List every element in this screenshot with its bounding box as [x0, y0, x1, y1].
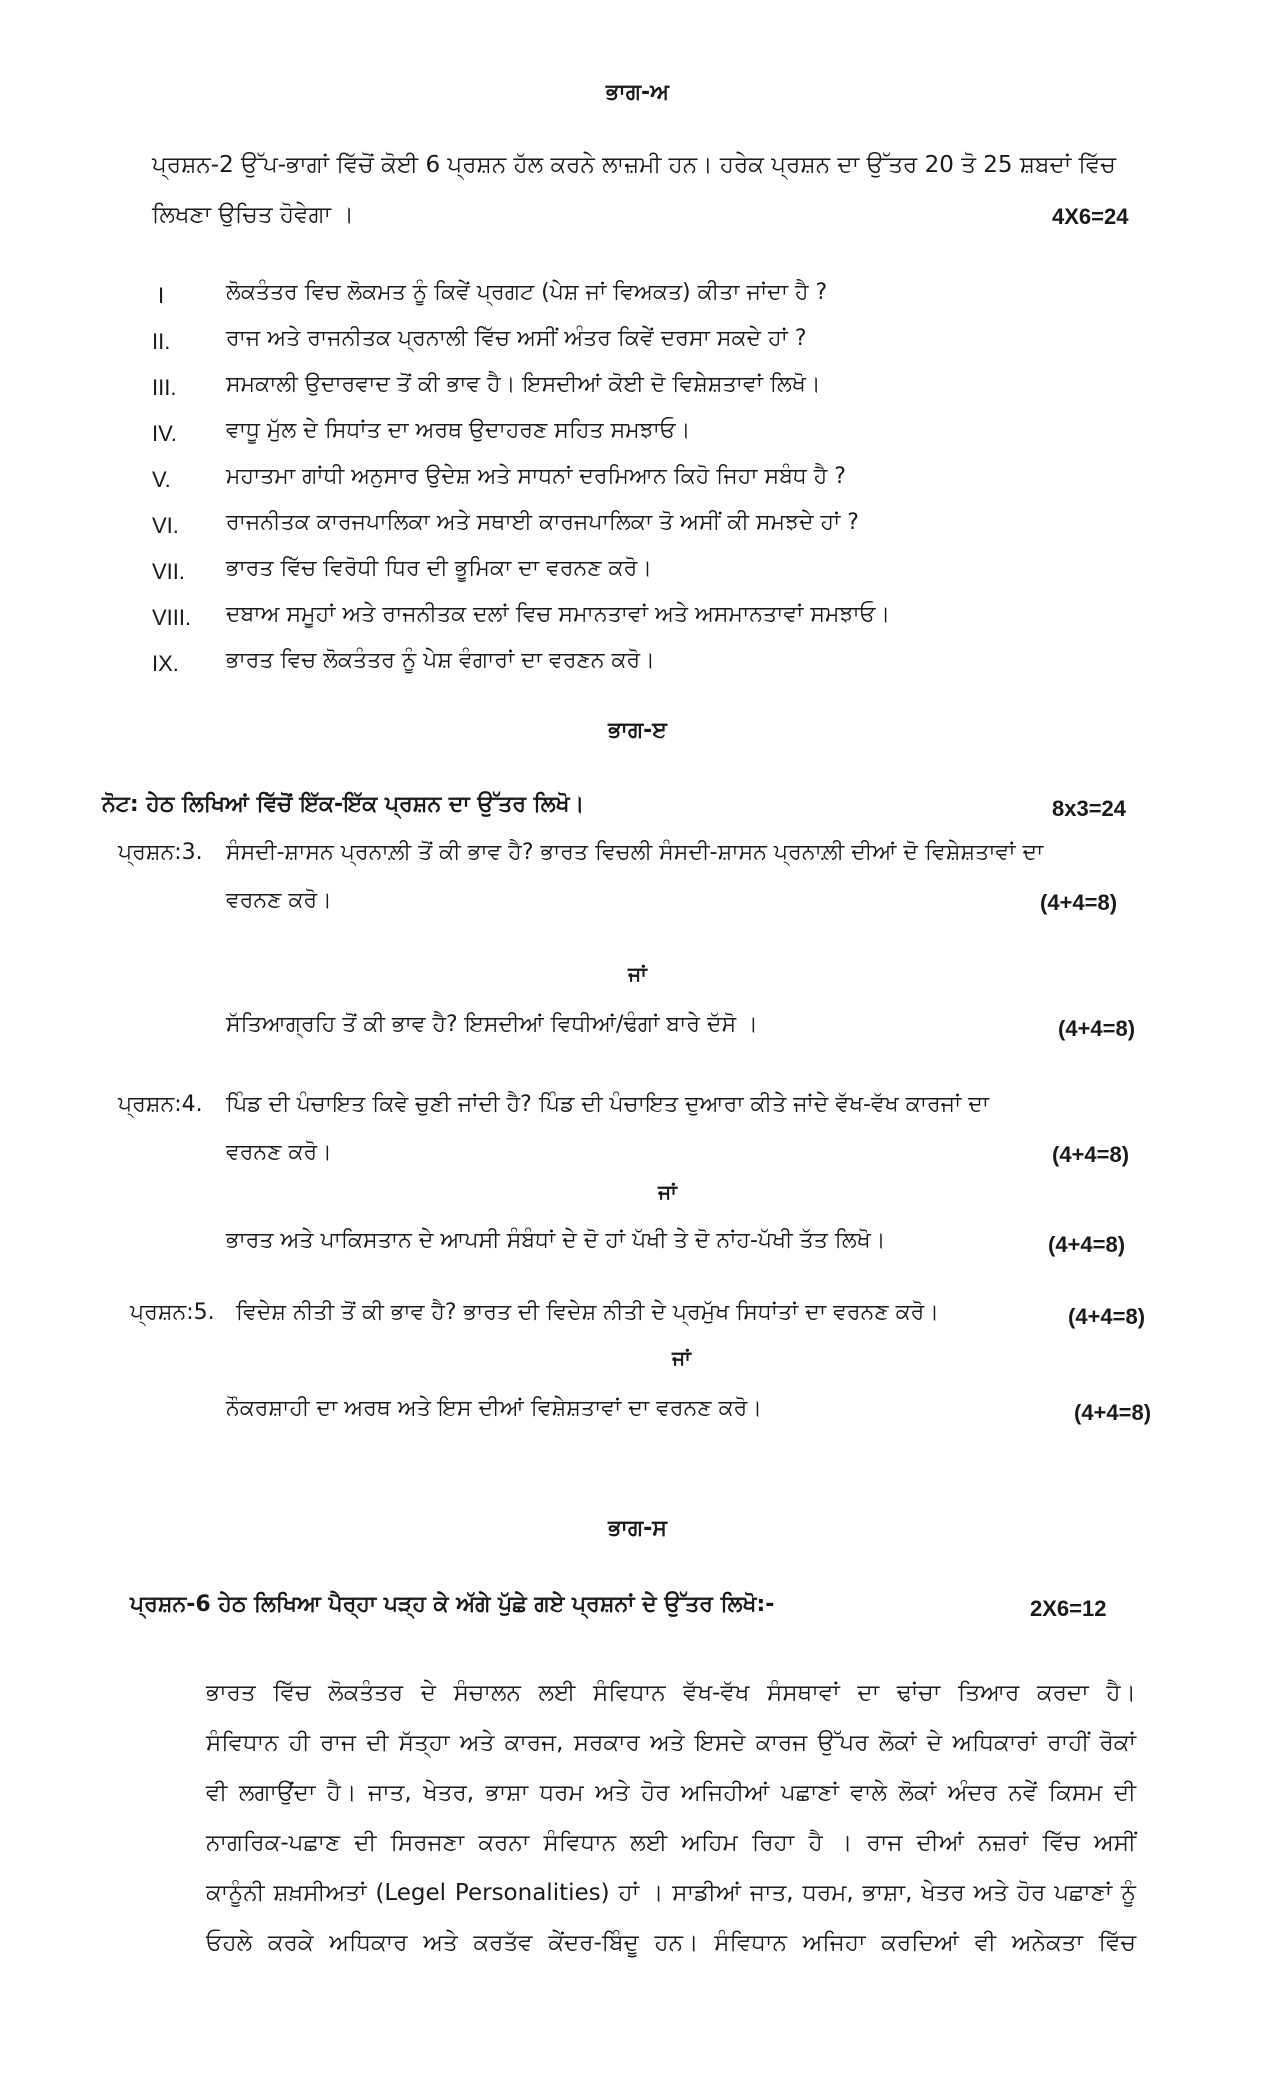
question-4-marks: (4+4=8) — [1052, 1142, 1130, 1167]
question-5-marks: (4+4=8) — [1068, 1304, 1146, 1329]
question-3-marks: (4+4=8) — [1040, 890, 1118, 915]
question-3-label: ਪ੍ਰਸ਼ਨ:3. — [118, 840, 203, 865]
part-c-marks: 2X6=12 — [1030, 1596, 1107, 1621]
question-4-line2: ਵਰਨਣ ਕਰੋ। — [226, 1140, 332, 1165]
paragraph-line: ਸੰਵਿਧਾਨ ਹੀ ਰਾਜ ਦੀ ਸੱਤ੍ਹਾ ਅਤੇ ਕਾਰਜ, ਸਰਕਾਰ ਅਤੇ ਇਸਦੇ ਕਾਰਜ ਉੱਪਰ ਲੋਕਾਂ ਦੇ ਅਧਿਕਾਰਾਂ ਰਾਹੀਂ ਰੋਕਾਂ — [206, 1730, 1136, 1756]
list-item: ਲੋਕਤੰਤਰ ਵਿਚ ਲੋਕਮਤ ਨੂੰ ਕਿਵੇਂ ਪ੍ਰਗਟ (ਪੇਸ਼ ਜਾਂ ਵਿਅਕਤ) ਕੀਤਾ ਜਾਂਦਾ ਹੈ ? — [226, 280, 828, 305]
question-5-line1: ਵਿਦੇਸ਼ ਨੀਤੀ ਤੋਂ ਕੀ ਭਾਵ ਹੈ? ਭਾਰਤ ਦੀ ਵਿਦੇਸ਼ ਨੀਤੀ ਦੇ ਪ੍ਰਮੁੱਖ ਸਿਧਾਂਤਾਂ ਦਾ ਵਰਨਣ ਕਰੋ। — [236, 1300, 940, 1325]
paragraph-line: ਕਾਨੂੰਨੀ ਸ਼ਖ਼ਸੀਅਤਾਂ (Legel Personalities) ਹਾਂ । ਸਾਡੀਆਂ ਜਾਤ, ਧਰਮ, ਭਾਸ਼ਾ, ਖੇਤਰ ਅਤੇ ਹੋਰ ਪਛਾਣਾਂ ਨੂੰ — [206, 1880, 1136, 1906]
part-a-marks: 4X6=24 — [1052, 204, 1129, 229]
list-item-number: IV. — [152, 421, 177, 446]
list-item-number: VI. — [152, 513, 179, 538]
list-item-number: IX. — [152, 651, 179, 676]
question-3-alternative: ਸੱਤਿਆਗ੍ਰਹਿ ਤੋਂ ਕੀ ਭਾਵ ਹੈ? ਇਸਦੀਆਂ ਵਿਧੀਆਂ/ਢੰਗਾਂ ਬਾਰੇ ਦੱਸੋ । — [226, 1012, 758, 1037]
paragraph-line: ਭਾਰਤ ਵਿੱਚ ਲੋਕਤੰਤਰ ਦੇ ਸੰਚਾਲਨ ਲਈ ਸੰਵਿਧਾਨ ਵੱਖ-ਵੱਖ ਸੰਸਥਾਵਾਂ ਦਾ ਢਾਂਚਾ ਤਿਆਰ ਕਰਦਾ ਹੈ। — [206, 1680, 1136, 1706]
list-item-number: V. — [152, 467, 171, 492]
question-3-line2: ਵਰਨਣ ਕਰੋ। — [226, 888, 332, 913]
part-a-instruction-line1: ਪ੍ਰਸ਼ਨ-2 ਉੱਪ-ਭਾਗਾਂ ਵਿੱਚੋਂ ਕੋਈ 6 ਪ੍ਰਸ਼ਨ ਹੱਲ ਕਰਨੇ ਲਾਜ਼ਮੀ ਹਨ। ਹਰੇਕ ਪ੍ਰਸ਼ਨ ਦਾ ਉੱਤਰ 20 ਤੋ 25 ਸ਼ਬਦਾਂ ਵਿੱਚ — [152, 152, 1116, 178]
list-item: ਦਬਾਅ ਸਮੂਹਾਂ ਅਤੇ ਰਾਜਨੀਤਕ ਦਲਾਂ ਵਿਚ ਸਮਾਨਤਾਵਾਂ ਅਤੇ ਅਸਮਾਨਤਾਵਾਂ ਸਮਝਾਓ। — [226, 602, 891, 627]
question-4-label: ਪ੍ਰਸ਼ਨ:4. — [118, 1092, 203, 1117]
part-b-heading: ਭਾਗ-ੲ — [608, 718, 667, 743]
list-item: ਰਾਜ ਅਤੇ ਰਾਜਨੀਤਕ ਪ੍ਰਨਾਲੀ ਵਿੱਚ ਅਸੀਂ ਅੰਤਰ ਕਿਵੇਂ ਦਰਸਾ ਸਕਦੇ ਹਾਂ ? — [226, 326, 807, 351]
part-a-heading: ਭਾਗ-ਅ — [605, 80, 670, 105]
question-5-alternative-marks: (4+4=8) — [1074, 1400, 1152, 1425]
list-item: ਭਾਰਤ ਵਿਚ ਲੋਕਤੰਤਰ ਨੂੰ ਪੇਸ਼ ਵੰਗਾਰਾਂ ਦਾ ਵਰਣਨ ਕਰੋ। — [226, 648, 656, 673]
question-3-alternative-marks: (4+4=8) — [1058, 1016, 1136, 1041]
or-label: ਜਾਂ — [658, 1180, 677, 1204]
part-b-note: ਨੋਟ: ਹੇਠ ਲਿਖਿਆਂ ਵਿੱਚੋਂ ਇੱਕ-ਇੱਕ ਪ੍ਰਸ਼ਨ ਦਾ ਉੱਤਰ ਲਿਖੋ। — [102, 792, 585, 817]
list-item: ਮਹਾਤਮਾ ਗਾਂਧੀ ਅਨੁਸਾਰ ਉਦੇਸ਼ ਅਤੇ ਸਾਧਨਾਂ ਦਰਮਿਆਨ ਕਿਹੋ ਜਿਹਾ ਸਬੰਧ ਹੈ ? — [226, 464, 846, 489]
list-item-number: I — [158, 283, 165, 308]
list-item: ਰਾਜਨੀਤਕ ਕਾਰਜਪਾਲਿਕਾ ਅਤੇ ਸਥਾਈ ਕਾਰਜਪਾਲਿਕਾ ਤੋ ਅਸੀਂ ਕੀ ਸਮਝਦੇ ਹਾਂ ? — [226, 510, 859, 535]
comprehension-paragraph — [206, 1668, 1136, 1968]
part-c-question: ਪ੍ਰਸ਼ਨ-6 ਹੇਠ ਲਿਖਿਆ ਪੈਰ੍ਹਾ ਪੜ੍ਹ ਕੇ ਅੱਗੇ ਪੁੱਛੇ ਗਏ ਪ੍ਰਸ਼ਨਾਂ ਦੇ ਉੱਤਰ ਲਿਖੋ:- — [130, 1592, 775, 1617]
list-item: ਵਾਧੂ ਮੁੱਲ ਦੇ ਸਿਧਾਂਤ ਦਾ ਅਰਥ ਉਦਾਹਰਣ ਸਹਿਤ ਸਮਝਾਓ। — [226, 418, 691, 443]
list-item-number: VIII. — [152, 605, 192, 630]
part-c-heading: ਭਾਗ-ਸ — [608, 1516, 667, 1541]
question-4-line1: ਪਿੰਡ ਦੀ ਪੰਚਾਇਤ ਕਿਵੇ ਚੁਣੀ ਜਾਂਦੀ ਹੈ? ਪਿੰਡ ਦੀ ਪੰਚਾਇਤ ਦੁਆਰਾ ਕੀਤੇ ਜਾਂਦੇ ਵੱਖ-ਵੱਖ ਕਾਰਜਾਂ ਦਾ — [226, 1092, 990, 1117]
question-3-line1: ਸੰਸਦੀ-ਸ਼ਾਸਨ ਪ੍ਰਨਾਲ਼ੀ ਤੋਂ ਕੀ ਭਾਵ ਹੈ? ਭਾਰਤ ਵਿਚਲੀ ਸੰਸਦੀ-ਸ਼ਾਸਨ ਪ੍ਰਨਾਲ਼ੀ ਦੀਆਂ ਦੋ ਵਿਸ਼ੇਸ਼ਤਾਵਾਂ ਦਾ — [226, 840, 1044, 865]
paragraph-line: ਵੀ ਲਗਾਉਂਦਾ ਹੈ। ਜਾਤ, ਖੇਤਰ, ਭਾਸ਼ਾ ਧਰਮ ਅਤੇ ਹੋਰ ਅਜਿਹੀਆਂ ਪਛਾਣਾਂ ਵਾਲੇ ਲੋਕਾਂ ਅੰਦਰ ਨਵੇਂ ਕਿਸਮ ਦੀ — [206, 1780, 1136, 1806]
list-item-number: VII. — [152, 559, 186, 584]
list-item: ਭਾਰਤ ਵਿੱਚ ਵਿਰੋਧੀ ਧਿਰ ਦੀ ਭੂਮਿਕਾ ਦਾ ਵਰਨਣ ਕਰੋ। — [226, 556, 653, 581]
question-5-alternative: ਨੌਕਰਸ਼ਾਹੀ ਦਾ ਅਰਥ ਅਤੇ ਇਸ ਦੀਆਂ ਵਿਸ਼ੇਸ਼ਤਾਵਾਂ ਦਾ ਵਰਨਣ ਕਰੋ। — [226, 1396, 763, 1421]
question-5-label: ਪ੍ਰਸ਼ਨ:5. — [130, 1300, 215, 1325]
list-item: ਸਮਕਾਲੀ ਉਦਾਰਵਾਦ ਤੋਂ ਕੀ ਭਾਵ ਹੈ। ਇਸਦੀਆਂ ਕੋਈ ਦੋ ਵਿਸ਼ੇਸ਼ਤਾਵਾਂ ਲਿਖੋ। — [226, 372, 821, 397]
paragraph-line: ਨਾਗਰਿਕ-ਪਛਾਣ ਦੀ ਸਿਰਜਣਾ ਕਰਨਾ ਸੰਵਿਧਾਨ ਲਈ ਅਹਿਮ ਰਿਹਾ ਹੈ । ਰਾਜ ਦੀਆਂ ਨਜ਼ਰਾਂ ਵਿੱਚ ਅਸੀਂ — [206, 1830, 1136, 1856]
or-label: ਜਾਂ — [628, 962, 647, 986]
list-item-number: III. — [152, 375, 177, 400]
question-4-alternative-marks: (4+4=8) — [1048, 1232, 1126, 1257]
part-a-instruction-line2: ਲਿਖਣਾ ਉਚਿਤ ਹੋਵੇਗਾ । — [152, 202, 354, 228]
part-b-marks: 8x3=24 — [1052, 796, 1127, 821]
paragraph-line: ਓਹਲੇ ਕਰਕੇ ਅਧਿਕਾਰ ਅਤੇ ਕਰਤੱਵ ਕੇਂਦਰ-ਬਿੰਦੂ ਹਨ। ਸੰਵਿਧਾਨ ਅਜਿਹਾ ਕਰਦਿਆਂ ਵੀ ਅਨੇਕਤਾ ਵਿੱਚ — [206, 1930, 1136, 1956]
list-item-number: II. — [152, 329, 171, 354]
question-4-alternative: ਭਾਰਤ ਅਤੇ ਪਾਕਿਸਤਾਨ ਦੇ ਆਪਸੀ ਸੰਬੰਧਾਂ ਦੇ ਦੋ ਹਾਂ ਪੱਖੀ ਤੇ ਦੋ ਨਾਂਹ-ਪੱਖੀ ਤੱਤ ਲਿਖੋ। — [226, 1228, 886, 1253]
or-label: ਜਾਂ — [672, 1346, 691, 1370]
